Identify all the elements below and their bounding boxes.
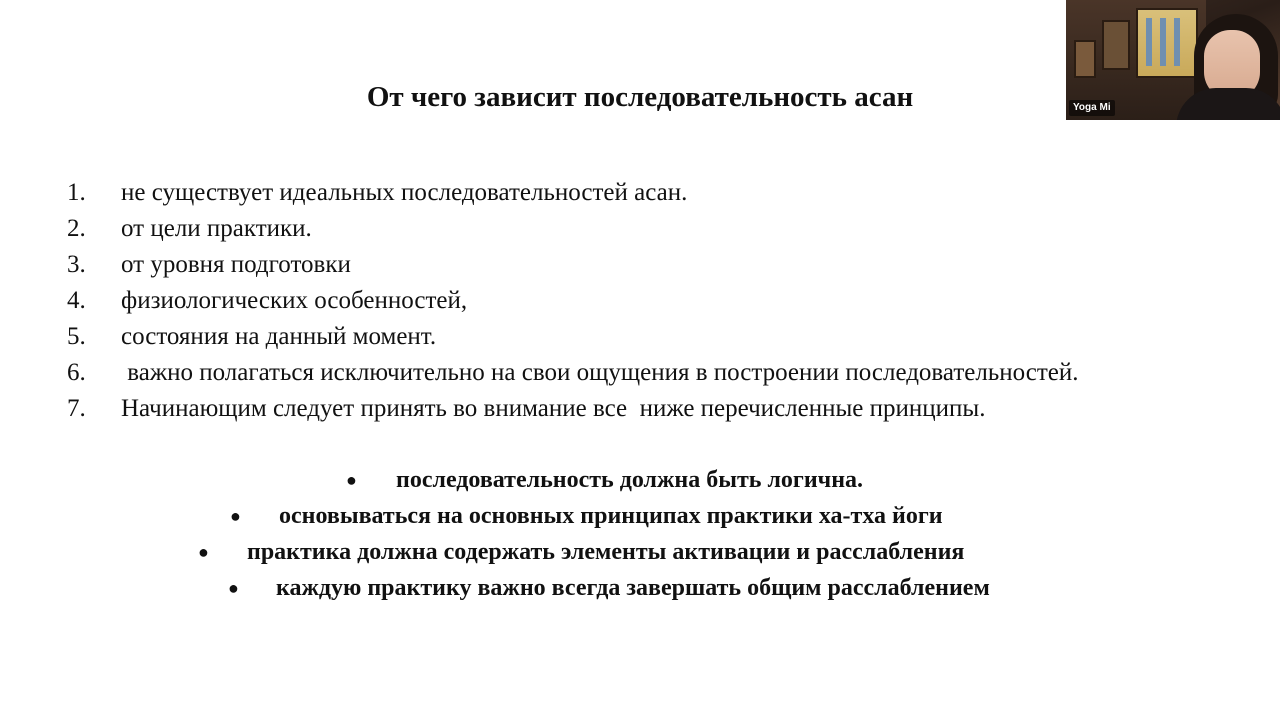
bullet-item — [0, 498, 1280, 534]
bullet-dot-icon: ● — [228, 578, 239, 598]
list-item — [0, 175, 1280, 211]
list-item-text: не существует идеальных последовательностей асан. — [121, 179, 688, 206]
bullet-dot-icon: ● — [346, 470, 357, 490]
slide-title: От чего зависит последовательность асан — [366, 81, 914, 113]
list-item-number: 1. — [67, 179, 86, 206]
list-item — [0, 247, 1280, 283]
list-item — [0, 355, 1280, 391]
picture-stripe — [1146, 18, 1152, 66]
bullet-list — [0, 462, 1280, 606]
participant-name-label: Yoga Mi — [1069, 100, 1115, 116]
list-item-number: 2. — [67, 215, 86, 242]
bullet-item — [0, 570, 1280, 606]
list-item-number: 3. — [67, 251, 86, 278]
list-item-text: физиологических особенностей, — [121, 287, 468, 314]
bullet-item-text: основываться на основных принципах практики ха-тха йоги — [279, 503, 943, 529]
list-item-text: важно полагаться исключительно на свои ощущения в построении последовательностей. — [121, 359, 1079, 386]
bullet-item — [0, 462, 1280, 498]
bullet-item-text: последовательность должна быть логична. — [396, 467, 864, 493]
participant-video-tile[interactable] — [1066, 0, 1280, 120]
bullet-item-text: практика должна содержать элементы активации и расслабления — [247, 539, 965, 565]
list-item-text: состояния на данный момент. — [121, 323, 437, 350]
list-item-number: 7. — [67, 395, 86, 422]
wall-picture — [1074, 40, 1096, 78]
list-item-text: от уровня подготовки — [121, 251, 351, 278]
wall-picture — [1102, 20, 1130, 70]
list-item — [0, 211, 1280, 247]
list-item — [0, 283, 1280, 319]
list-item-text: от цели практики. — [121, 215, 312, 242]
bullet-dot-icon: ● — [230, 506, 241, 526]
picture-stripe — [1174, 18, 1180, 66]
list-item-number: 6. — [67, 359, 86, 386]
list-item-number: 4. — [67, 287, 86, 314]
bullet-item — [0, 534, 1280, 570]
numbered-list — [0, 175, 1280, 427]
list-item — [0, 391, 1280, 427]
list-item-text: Начинающим следует принять во внимание все ниже перечисленные принципы. — [121, 395, 986, 422]
list-item-number: 5. — [67, 323, 86, 350]
list-item — [0, 319, 1280, 355]
bullet-dot-icon: ● — [198, 542, 209, 562]
wall-picture — [1136, 8, 1198, 78]
bullet-item-text: каждую практику важно всегда завершать общим расслаблением — [276, 575, 990, 601]
picture-stripe — [1160, 18, 1166, 66]
